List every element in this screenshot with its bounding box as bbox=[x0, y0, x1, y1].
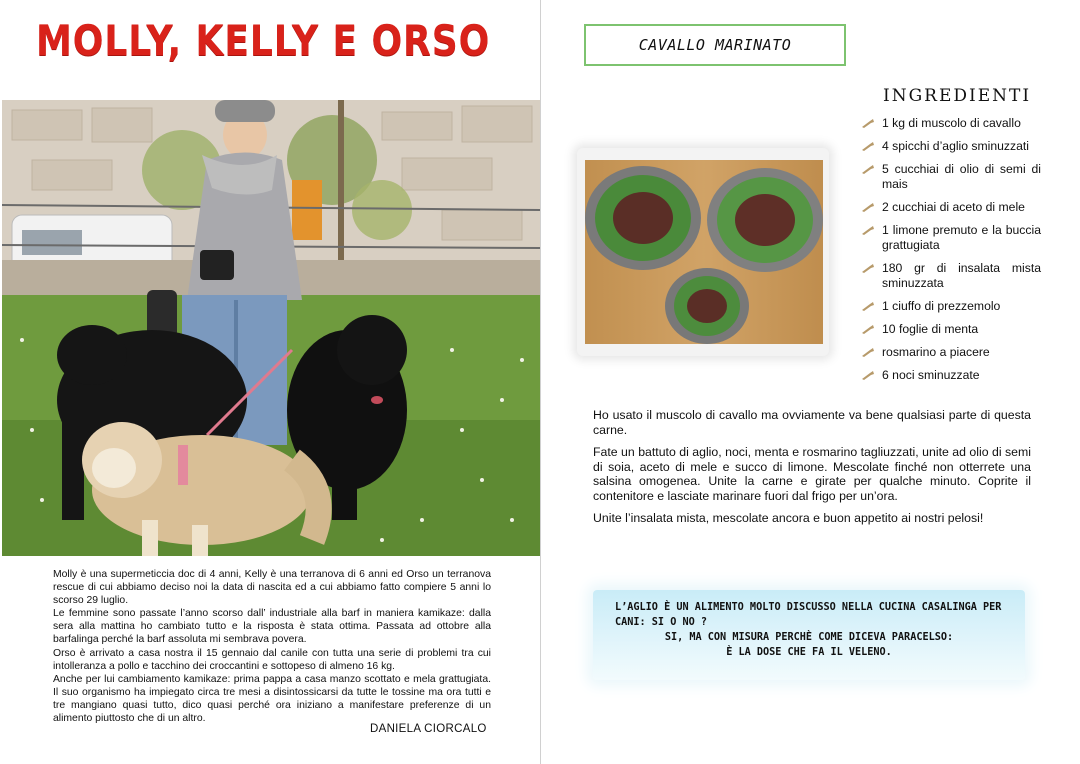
list-item: 1 ciuffo di prezzemolo bbox=[861, 299, 1041, 314]
instruction-paragraph: Fate un battuto di aglio, noci, menta e rosmarino tagliuzzati, unite ad olio di semi di soia, aceto di mele e succo di limone. Mescolate finché non otterrete una salsina omogenea. Unite la carne e girate per qualche minuto. Coprite il contenitore e lasciate marinare fuori dal frigo per un’ora. bbox=[593, 445, 1031, 503]
list-item: 180 gr di insalata mista sminuzzata bbox=[861, 261, 1041, 291]
right-page bbox=[541, 0, 1080, 764]
bone-bullet-icon bbox=[861, 347, 875, 358]
instruction-paragraph: Ho usato il muscolo di cavallo ma ovviamente va bene qualsiasi parte di questa carne. bbox=[593, 408, 1031, 437]
ingredients-heading: INGREDIENTI bbox=[883, 86, 1032, 106]
recipe-title-box bbox=[584, 24, 846, 66]
list-item: 2 cucchiai di aceto di mele bbox=[861, 200, 1041, 215]
bone-bullet-icon bbox=[861, 141, 875, 152]
bio-paragraph: Molly è una supermeticcia doc di 4 anni, Kelly è una terranova di 6 anni ed Orso un terranova rescue di cui abbiamo deciso noi la data di nascita ed a cui abbiamo fatto compiere 5 anni lo scorso 29 luglio. bbox=[53, 569, 491, 607]
food-photo bbox=[585, 160, 823, 344]
list-item: 1 kg di muscolo di cavallo bbox=[861, 116, 1041, 131]
bio-paragraph: Le femmine sono passate l’anno scorso dall’ industriale alla barf in maniera kamikaze: dalla sera alla mattina ho cambiato tutto e la risposta è stata ottima. Passata ad ottobre alla barfalinga perché la barf assoluta mi sembrava povera. bbox=[53, 608, 491, 646]
page-title: MOLLY, KELLY E ORSO bbox=[36, 16, 491, 65]
dogs-photo bbox=[2, 100, 540, 556]
bone-bullet-icon bbox=[861, 164, 875, 175]
recipe-title: CAVALLO MARINATO bbox=[638, 36, 792, 54]
dogs-photo-illustration bbox=[2, 100, 540, 556]
bone-bullet-icon bbox=[861, 301, 875, 312]
bone-bullet-icon bbox=[861, 263, 875, 274]
bone-bullet-icon bbox=[861, 225, 875, 236]
list-item: rosmarino a piacere bbox=[861, 345, 1041, 360]
instruction-paragraph: Unite l’insalata mista, mescolate ancora e buon appetito ai nostri pelosi! bbox=[593, 511, 984, 525]
note-box bbox=[593, 590, 1025, 680]
recipe-instructions bbox=[593, 408, 1031, 534]
ingredients-list bbox=[861, 116, 1041, 391]
food-bowls-illustration bbox=[585, 160, 823, 344]
bone-bullet-icon bbox=[861, 370, 875, 381]
bone-bullet-icon bbox=[861, 118, 875, 129]
list-item: 5 cucchiai di olio di semi di mais bbox=[861, 162, 1041, 192]
list-item: 1 limone premuto e la buccia grattugiata bbox=[861, 223, 1041, 253]
bone-bullet-icon bbox=[861, 324, 875, 335]
note-line: SI, MA CON MISURA PERCHÈ COME DICEVA PARACELSO: bbox=[664, 632, 954, 643]
bio-paragraph: Orso è arrivato a casa nostra il 15 gennaio dal canile con tutta una serie di problemi tra cui intolleranza a pollo e tacchino dei croccantini e sottopeso di almeno 16 kg. bbox=[53, 647, 491, 672]
bone-bullet-icon bbox=[861, 202, 875, 213]
bio-paragraph: Anche per lui cambiamento kamikaze: prima pappa a casa manzo scottato e mela grattugiata. Il suo organismo ha impiegato circa tre mesi a disintossicarsi da tutte le tossine ma ora tutti e tre mangiano quasi tutto, dico quasi perché ora iniziano a manifestare preferenze di un alimento piuttosto che di un altro. bbox=[53, 673, 491, 725]
author-signature: DANIELA CIORCALO bbox=[370, 723, 487, 735]
list-item: 10 foglie di menta bbox=[861, 322, 1041, 337]
note-line: È LA DOSE CHE FA IL VELENO. bbox=[726, 647, 892, 658]
list-item: 6 noci sminuzzate bbox=[861, 368, 1041, 383]
note-line: L’AGLIO È UN ALIMENTO MOLTO DISCUSSO NELLA CUCINA CASALINGA PER CANI: SI O NO ? bbox=[615, 602, 1002, 628]
list-item: 4 spicchi d’aglio sminuzzati bbox=[861, 139, 1041, 154]
bio-text bbox=[53, 568, 491, 725]
